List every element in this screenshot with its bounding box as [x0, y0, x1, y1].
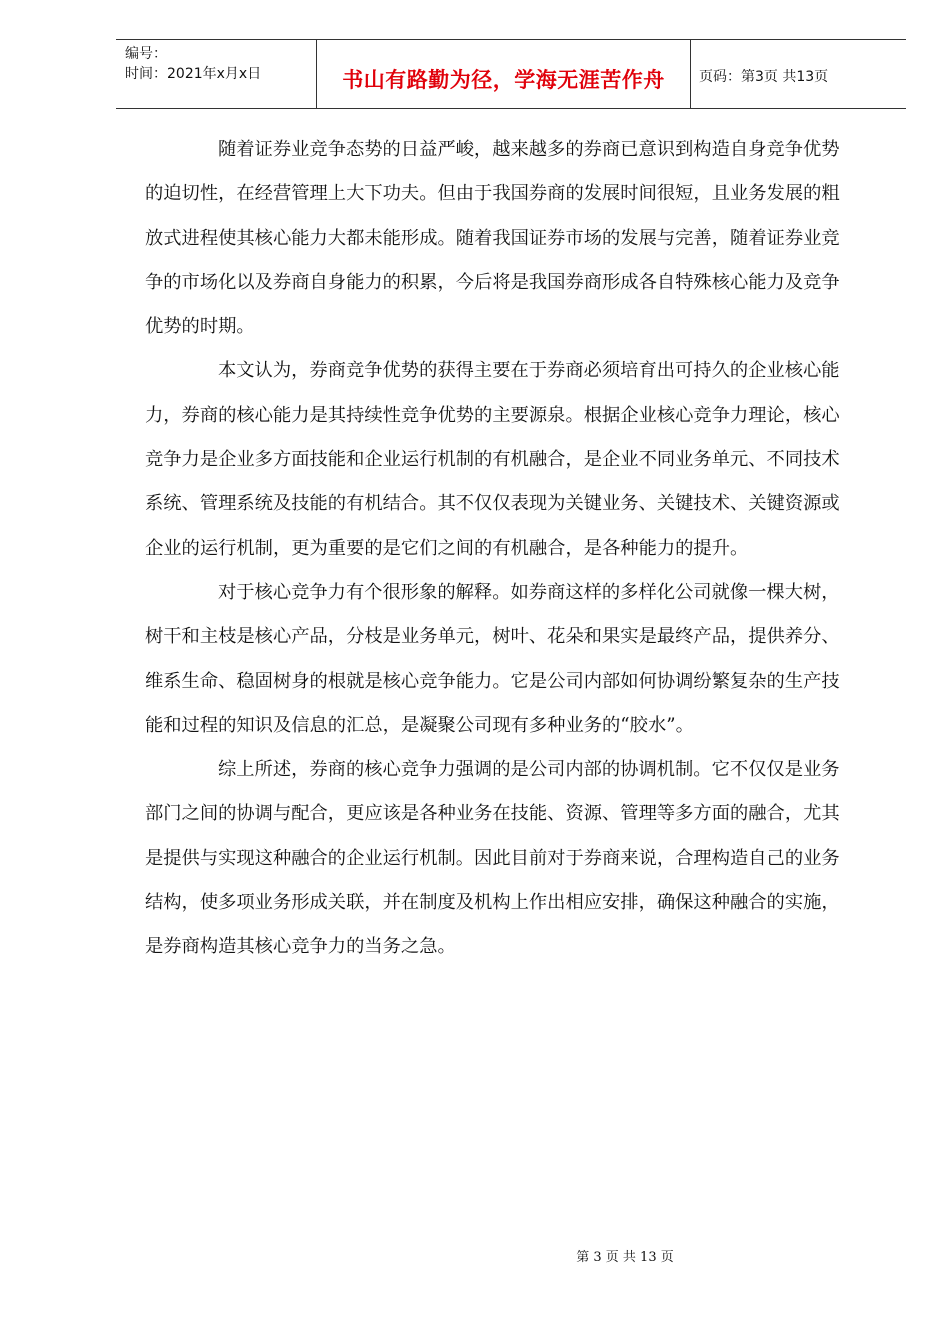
paragraph-line: 部门之间的协调与配合，更应该是各种业务在技能、资源、管理等多方面的融合，尤其 [145, 803, 840, 825]
paragraph-line: 企业的运行机制，更为重要的是它们之间的有机融合，是各种能力的提升。 [145, 537, 749, 559]
paragraph-line: 是提供与实现这种融合的企业运行机制。因此目前对于券商来说，合理构造自己的业务 [145, 847, 840, 869]
paragraph-line: 综上所述，券商的核心竞争力强调的是公司内部的协调机制。它不仅仅是业务 [218, 759, 840, 781]
paragraph-line: 树干和主枝是核心产品，分枝是业务单元，树叶、花朵和果实是最终产品，提供养分、 [145, 626, 840, 648]
paragraph-line: 结构，使多项业务形成关联，并在制度及机构上作出相应安排，确保这种融合的实施， [145, 892, 840, 914]
paragraph-line: 是券商构造其核心竞争力的当务之急。 [145, 936, 456, 958]
paragraph-line: 本文认为，券商竞争优势的获得主要在于券商必须培育出可持久的企业核心能 [218, 360, 840, 382]
paragraph-line: 能和过程的知识及信息的汇总，是凝聚公司现有多种业务的“胶水”。 [145, 714, 694, 736]
paragraph-line: 竞争力是企业多方面技能和企业运行机制的有机融合，是企业不同业务单元、不同技术 [145, 449, 840, 471]
page-footer [0, 1246, 950, 1265]
document-time-label: 时间：2021年x月x日 [125, 66, 262, 82]
paragraph [145, 128, 875, 349]
header-page-cell [690, 40, 906, 108]
paragraph [145, 349, 875, 570]
document-number-label: 编号： [125, 46, 167, 62]
paragraph [145, 571, 875, 748]
paragraph-line: 维系生命、稳固树身的根就是核心竞争能力。它是公司内部如何协调纷繁复杂的生产技 [145, 670, 840, 692]
paragraph-line: 放式进程使其核心能力大都未能形成。随着我国证券市场的发展与完善，随着证券业竞 [145, 227, 840, 249]
document-header [116, 39, 906, 109]
paragraph-line: 力，券商的核心能力是其持续性竞争优势的主要源泉。根据企业核心竞争力理论，核心 [145, 404, 840, 426]
paragraph [145, 748, 875, 969]
paragraph-line: 对于核心竞争力有个很形象的解释。如券商这样的多样化公司就像一棵大树， [218, 581, 840, 603]
paragraph-line: 优势的时期。 [145, 316, 255, 338]
header-motto-cell [316, 40, 691, 108]
paragraph-line: 随着证券业竞争态势的日益严峻，越来越多的券商已意识到构造自身竞争优势 [218, 139, 840, 160]
paragraph-line: 系统、管理系统及技能的有机结合。其不仅仅表现为关键业务、关键技术、关键资源或 [145, 493, 840, 515]
header-page-info: 页码：第3页 共13页 [699, 69, 829, 85]
header-meta-cell [116, 40, 316, 108]
document-body [145, 128, 875, 970]
paragraph-line: 的迫切性，在经营管理上大下功夫。但由于我国券商的发展时间很短，且业务发展的粗 [145, 183, 840, 205]
paragraph-line: 争的市场化以及券商自身能力的积累，今后将是我国券商形成各自特殊核心能力及竞争 [145, 271, 840, 293]
header-motto: 书山有路勤为径，学海无涯苦作舟 [342, 68, 665, 92]
footer-page-number: 第 3 页 共 13 页 [576, 1250, 674, 1265]
